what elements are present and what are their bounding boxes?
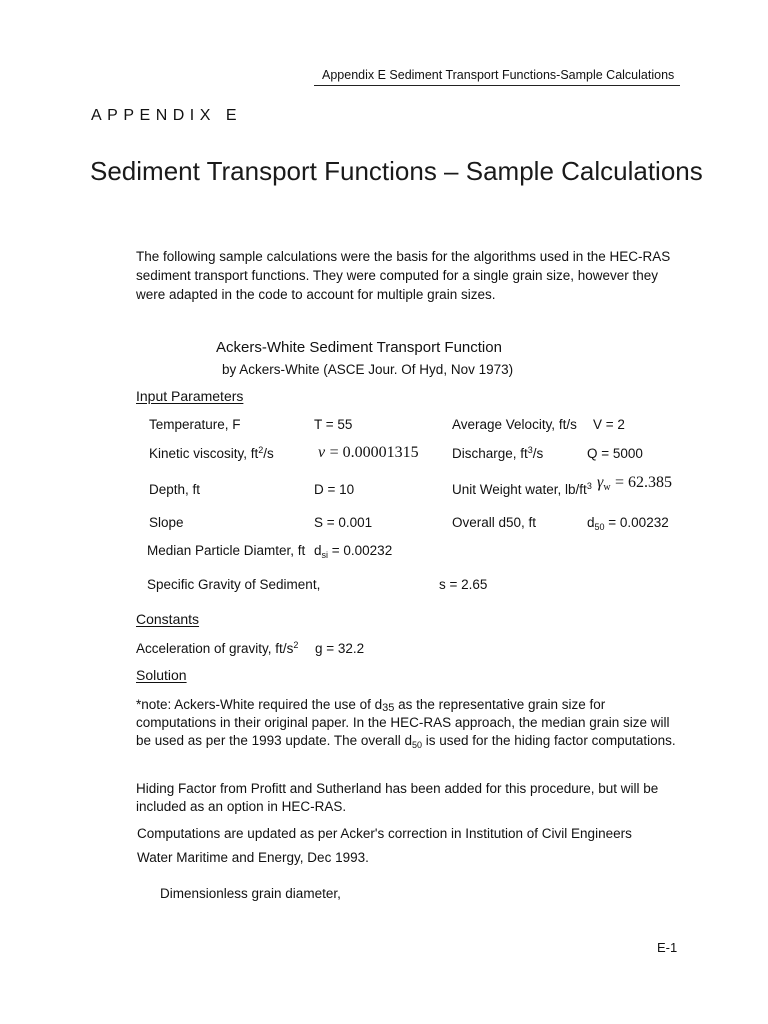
viscosity-label: Kinetic viscosity, $ft^2/s$ (149, 445, 274, 461)
running-header: Appendix E Sediment Transport Functions-Sample Calculations (322, 68, 675, 82)
unit-weight-value: $\gamma_w = 62.385$ (597, 474, 673, 493)
intro-paragraph: The following sample calculations were the basis for the algorithms used in the HEC-RAS sediment transport functions. They were computed for a single grain size, however they were adapted in the code to account for multiple grain sizes. (136, 249, 671, 302)
appendix-label: APPENDIX E (91, 107, 243, 124)
function-subtitle: by Ackers-White (ASCE Jour. Of Hyd, Nov 1973) (222, 362, 514, 377)
overall-d50-value: $d_{50} = 0.00232$ (587, 515, 669, 532)
header-rule (314, 85, 680, 86)
discharge-value: Q = 5000 (587, 446, 643, 461)
depth-value: D = 10 (314, 482, 355, 497)
input-parameters-heading: Input Parameters (136, 388, 244, 404)
temperature-value: T = 55 (314, 417, 353, 432)
specific-gravity-label: Specific Gravity of Sediment, (147, 577, 321, 592)
note-paragraph: *note: Ackers-White required the use of $d_{35}$ as the representative grain size for computations in their original paper. In the HEC-RAS approach, the median grain size will be used as per the 1993 update. The overall $d_{50}$ is used for the hiding factor computations. (136, 697, 676, 750)
gravity-value: g = 32.2 (315, 641, 365, 656)
velocity-label: Average Velocity, ft/s (452, 417, 577, 432)
dimensionless-grain-label: Dimensionless grain diameter, (160, 886, 341, 901)
slope-value: S = 0.001 (314, 515, 373, 530)
page-number: E-1 (657, 940, 678, 955)
update-line-2: Water Maritime and Energy, Dec 1993. (137, 850, 369, 865)
specific-gravity-value: s = 2.65 (439, 577, 488, 592)
gravity-label: Acceleration of gravity, $ft/s^2$ (136, 640, 299, 656)
temperature-label: Temperature, F (149, 417, 241, 432)
slope-label: Slope (149, 515, 184, 530)
median-diameter-value: $d_{si} = 0.00232$ (314, 543, 393, 560)
median-diameter-label: Median Particle Diamter, ft (147, 543, 306, 558)
discharge-label: Discharge, $ft^3/s$ (452, 445, 544, 461)
overall-d50-label: Overall d50, ft (452, 515, 537, 530)
page-title: Sediment Transport Functions – Sample Calculations (90, 156, 703, 186)
update-line-1: Computations are updated as per Acker's correction in Institution of Civil Engineers (137, 826, 632, 841)
constants-heading: Constants (136, 611, 200, 627)
viscosity-value: ν = 0.00001315 (318, 444, 419, 461)
depth-label: Depth, ft (149, 482, 201, 497)
unit-weight-label: Unit Weight water, $lb/ft^3$ (452, 481, 592, 497)
velocity-value: V = 2 (593, 417, 625, 432)
solution-heading: Solution (136, 667, 187, 683)
function-title: Ackers-White Sediment Transport Function (216, 339, 502, 356)
hiding-factor-paragraph: Hiding Factor from Profitt and Sutherland has been added for this procedure, but will be included as an option in HEC-RAS. (136, 781, 659, 814)
